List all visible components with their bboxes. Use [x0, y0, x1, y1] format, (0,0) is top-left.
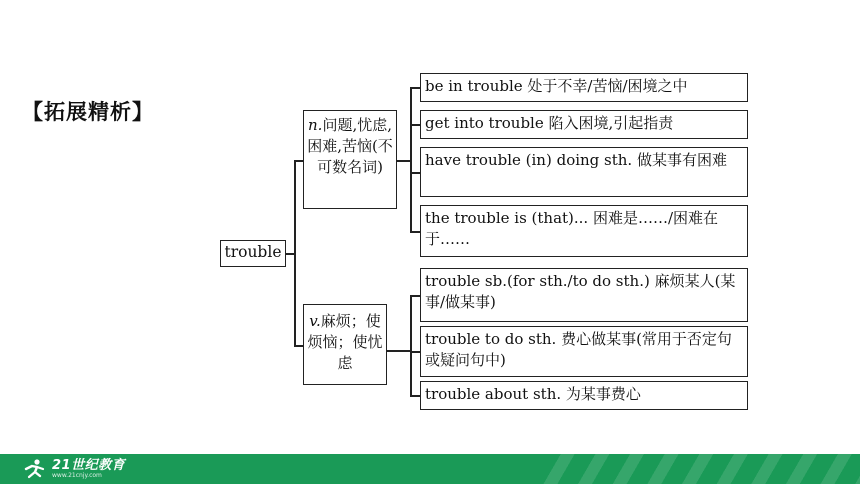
- example-box: be in trouble 处于不幸/苦恼/困境之中: [420, 73, 748, 102]
- noun-branch-4: [410, 231, 420, 233]
- verb-connector: [387, 350, 411, 352]
- example-box: have trouble (in) doing sth. 做某事有困难: [420, 147, 748, 197]
- footer-bar: [0, 454, 860, 484]
- noun-connector: [397, 160, 411, 162]
- noun-bracket: [410, 87, 412, 232]
- example-box: get into trouble 陷入困境,引起指责: [420, 110, 748, 139]
- noun-branch-2: [410, 124, 420, 126]
- root-word-box: trouble: [220, 240, 286, 267]
- noun-branch: [294, 160, 303, 162]
- example-box: trouble about sth. 为某事费心: [420, 381, 748, 410]
- verb-bracket: [410, 295, 412, 396]
- noun-branch-1: [410, 87, 420, 89]
- verb-meaning-box: [303, 304, 387, 385]
- verb-pos-label: v.: [309, 312, 321, 330]
- verb-branch: [294, 345, 303, 347]
- runner-logo-icon: [22, 458, 48, 480]
- example-box: trouble sb.(for sth./to do sth.) 麻烦某人(某事/做某事): [420, 268, 748, 322]
- example-box: the trouble is (that)... 困难是……/困难在于……: [420, 205, 748, 257]
- section-title: 【拓展精析】: [22, 100, 154, 124]
- footer-logo[interactable]: [22, 458, 125, 480]
- noun-branch-3: [410, 172, 420, 174]
- verb-meaning-text: 麻烦；使烦恼；使忧虑: [307, 312, 383, 372]
- verb-branch-3: [410, 395, 420, 397]
- logo-name: 21世纪教育: [52, 458, 126, 473]
- verb-branch-1: [410, 295, 420, 297]
- noun-meaning-text: 问题,忧虑,困难,苦恼(不可数名词): [307, 116, 393, 176]
- noun-pos-label: n.: [308, 116, 323, 134]
- verb-branch-2: [410, 351, 420, 353]
- example-box: trouble to do sth. 费心做某事(常用于否定句或疑问句中): [420, 326, 748, 377]
- root-bracket: [294, 160, 296, 346]
- logo-url: www.21cnjy.com: [52, 472, 102, 479]
- footer-stripes: [540, 454, 860, 484]
- noun-meaning-box: [303, 110, 397, 209]
